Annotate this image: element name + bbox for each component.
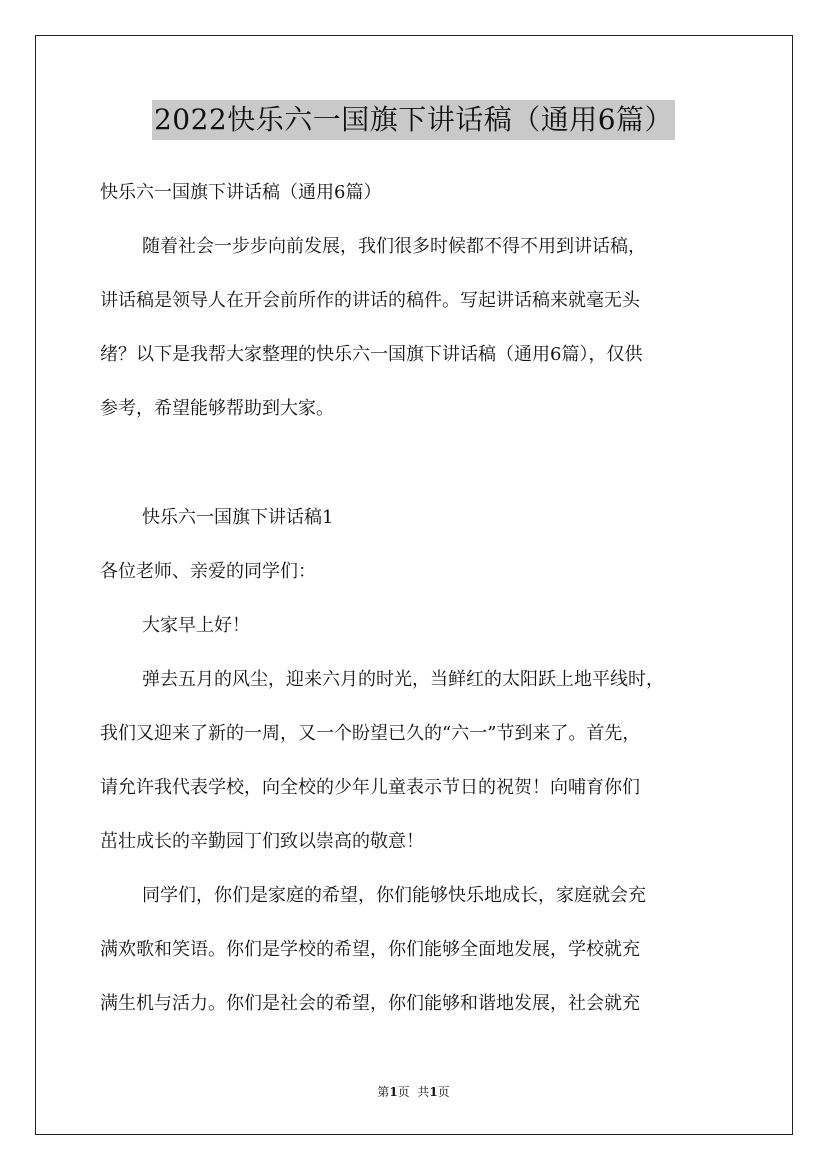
intro-line: 绪？以下是我帮大家整理的快乐六一国旗下讲话稿（通用6篇），仅供 bbox=[100, 344, 643, 365]
blank-line bbox=[100, 436, 740, 491]
intro-line: 讲话稿是领导人在开会前所作的讲话的稿件。写起讲话稿来就毫无头 bbox=[100, 290, 640, 311]
greeting: 大家早上好！ bbox=[142, 615, 250, 636]
footer-mid: 页 共 bbox=[397, 1085, 430, 1099]
paragraph-line: 茁壮成长的辛勤园丁们致以崇高的敬意！ bbox=[100, 831, 424, 852]
footer-suffix: 页 bbox=[437, 1085, 450, 1099]
page-number-total: 1 bbox=[429, 1085, 438, 1099]
paragraph-line: 请允许我代表学校，向全校的少年儿童表示节日的祝贺！向哺育你们 bbox=[100, 777, 640, 798]
paragraph-line: 同学们，你们是家庭的希望，你们能够快乐地成长，家庭就会充 bbox=[142, 885, 646, 906]
paragraph-line: 弹去五月的风尘，迎来六月的时光，当鲜红的太阳跃上地平线时， bbox=[142, 669, 664, 690]
salutation: 各位老师、亲爱的同学们： bbox=[100, 561, 316, 582]
title-container bbox=[0, 100, 827, 140]
section-heading: 快乐六一国旗下讲话稿1 bbox=[142, 507, 334, 528]
paragraph-line: 满欢歌和笑语。你们是学校的希望，你们能够全面地发展，学校就充 bbox=[100, 939, 640, 960]
footer-prefix: 第 bbox=[377, 1085, 390, 1099]
intro-line: 随着社会一步步向前发展，我们很多时候都不得不用到讲话稿， bbox=[142, 236, 646, 257]
page-number-current: 1 bbox=[389, 1085, 398, 1099]
page-footer bbox=[0, 1084, 827, 1100]
document-title: 2022快乐六一国旗下讲话稿（通用6篇） bbox=[152, 100, 675, 140]
paragraph-line: 我们又迎来了新的一周，又一个盼望已久的“六一”节到来了。首先， bbox=[100, 723, 641, 744]
intro-line: 参考，希望能够帮助到大家。 bbox=[100, 398, 334, 419]
document-subtitle: 快乐六一国旗下讲话稿（通用6篇） bbox=[100, 182, 382, 203]
paragraph-line: 满生机与活力。你们是社会的希望，你们能够和谐地发展，社会就充 bbox=[100, 993, 640, 1014]
document-body bbox=[100, 166, 740, 1031]
